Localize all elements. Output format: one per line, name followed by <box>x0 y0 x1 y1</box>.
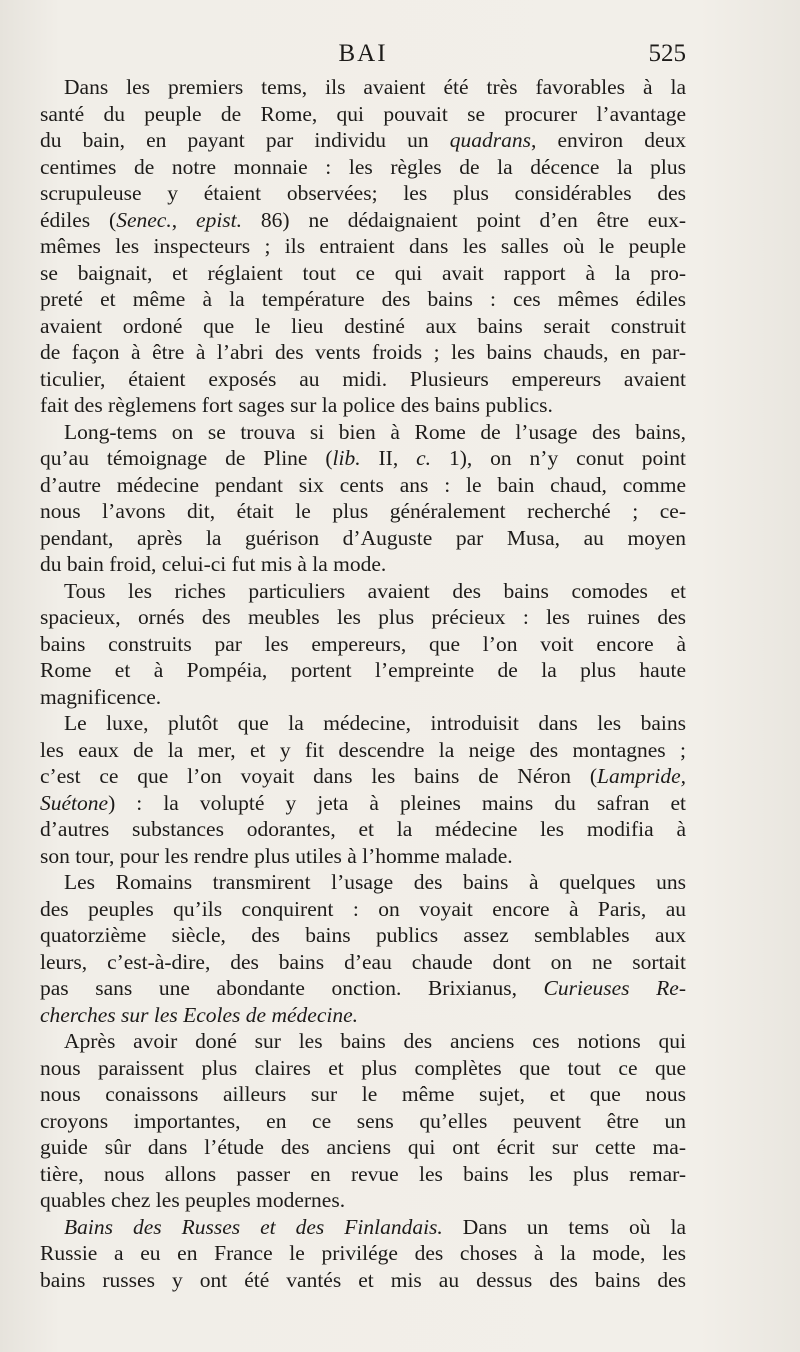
text-line: se baignait, et réglaient tout ce qui avait rapport à la pro- <box>40 260 686 285</box>
text-line: Bains des Russes et des Finlandais. Dans un tems où la <box>64 1214 686 1239</box>
text-line: guide sûr dans l’étude des anciens qui ont écrit sur cette ma- <box>40 1135 686 1159</box>
text-line: spacieux, ornés des meubles les plus précieux : les ruines des <box>40 605 686 629</box>
text-line: du bain, en payant par individu un quadrans, environ deux <box>40 128 687 152</box>
text-line: nous conaissons ailleurs sur le même sujet, et que nous <box>40 1082 686 1106</box>
text-line: nous l’avons dit, était le plus généralement recherché ; ce- <box>40 499 686 523</box>
text-line: Dans les premiers tems, ils avaient été très favorables à la <box>64 75 686 99</box>
text-line: Rome et à Pompéia, portent l’empreinte de la plus haute <box>40 658 686 682</box>
text-line: Après avoir doné sur les bains des anciens ces notions qui <box>64 1029 686 1053</box>
text-line: nous paraissent plus claires et plus complètes que tout ce que <box>40 1055 686 1080</box>
text-line: de façon à être à l’abri des vents froids ; les bains chauds, en par- <box>40 340 686 364</box>
text-line: magnificence. <box>40 684 162 709</box>
text-line: preté et même à la température des bains : ces mêmes édiles <box>40 287 686 311</box>
body-text <box>40 74 686 1293</box>
text-line: d’autres substances odorantes, et la médecine les modifia à <box>40 817 686 841</box>
text-line: Tous les riches particuliers avaient des bains comodes et <box>64 578 686 603</box>
text-line: c’est ce que l’on voyait dans les bains de Néron (Lampride, <box>40 764 686 788</box>
running-title: BAI <box>338 40 388 67</box>
text-line: pas sans une abondante onction. Brixianus, Curieuses Re- <box>40 976 686 1000</box>
text-line: ticulier, étaient exposés au midi. Plusieurs empereurs avaient <box>40 366 686 391</box>
text-line: son tour, pour les rendre plus utiles à l’homme malade. <box>40 843 513 868</box>
text-line: Le luxe, plutôt que la médecine, introduisit dans les bains <box>64 711 686 735</box>
text-line: quables chez les peuples modernes. <box>40 1188 346 1212</box>
text-line: qu’au témoignage de Pline (lib. II, c. 1), on n’y conut point <box>40 446 686 470</box>
text-line: leurs, c’est-à-dire, des bains d’eau chaude dont on ne sortait <box>40 949 686 974</box>
text-line: Long-tems on se trouva si bien à Rome de l’usage des bains, <box>64 419 686 444</box>
text-line: des peuples qu’ils conquirent : on voyait encore à Paris, au <box>40 896 686 921</box>
text-line: quatorzième siècle, des bains publics assez semblables aux <box>40 923 686 947</box>
text-line: édiles (Senec., epist. 86) ne dédaignaient point d’en être eux- <box>40 207 686 232</box>
text-line: Les Romains transmirent l’usage des bains à quelques uns <box>64 870 686 894</box>
text-line: mêmes les inspecteurs ; ils entraient dans les salles où le peuple <box>40 234 686 258</box>
text-line: avaient ordoné que le lieu destiné aux bains serait construit <box>40 313 686 338</box>
text-line: les eaux de la mer, et y fit descendre la neige des montagnes ; <box>40 737 686 762</box>
text-line: santé du peuple de Rome, qui pouvait se procurer l’avantage <box>40 101 686 126</box>
text-line: d’autre médecine pendant six cents ans : le bain chaud, comme <box>40 472 686 497</box>
text-line: pendant, après la guérison d’Auguste par Musa, au moyen <box>40 525 686 550</box>
text-line: croyons importantes, en ce sens qu’elles peuvent être un <box>40 1108 686 1133</box>
page-number: 525 <box>648 40 686 67</box>
text-line: du bain froid, celui-ci fut mis à la mode. <box>40 552 387 576</box>
text-line: fait des règlemens fort sages sur la police des bains publics. <box>40 393 553 417</box>
text-line: cherches sur les Ecoles de médecine. <box>40 1002 358 1027</box>
text-line: tière, nous allons passer en revue les bains les plus remar- <box>40 1161 686 1186</box>
text-line: bains russes y ont été vantés et mis au dessus des bains des <box>40 1267 686 1292</box>
text-line: bains construits par les empereurs, que l’on voit encore à <box>40 631 686 656</box>
text-line: centimes de notre monnaie : les règles de la décence la plus <box>40 154 686 179</box>
text-line: scrupuleuse y étaient observées; les plus considérables des <box>40 181 686 205</box>
running-header <box>40 40 686 76</box>
text-line: Suétone) : la volupté y jeta à pleines mains du safran et <box>40 790 686 815</box>
text-line: Russie a eu en France le privilége des choses à la mode, les <box>40 1241 686 1265</box>
